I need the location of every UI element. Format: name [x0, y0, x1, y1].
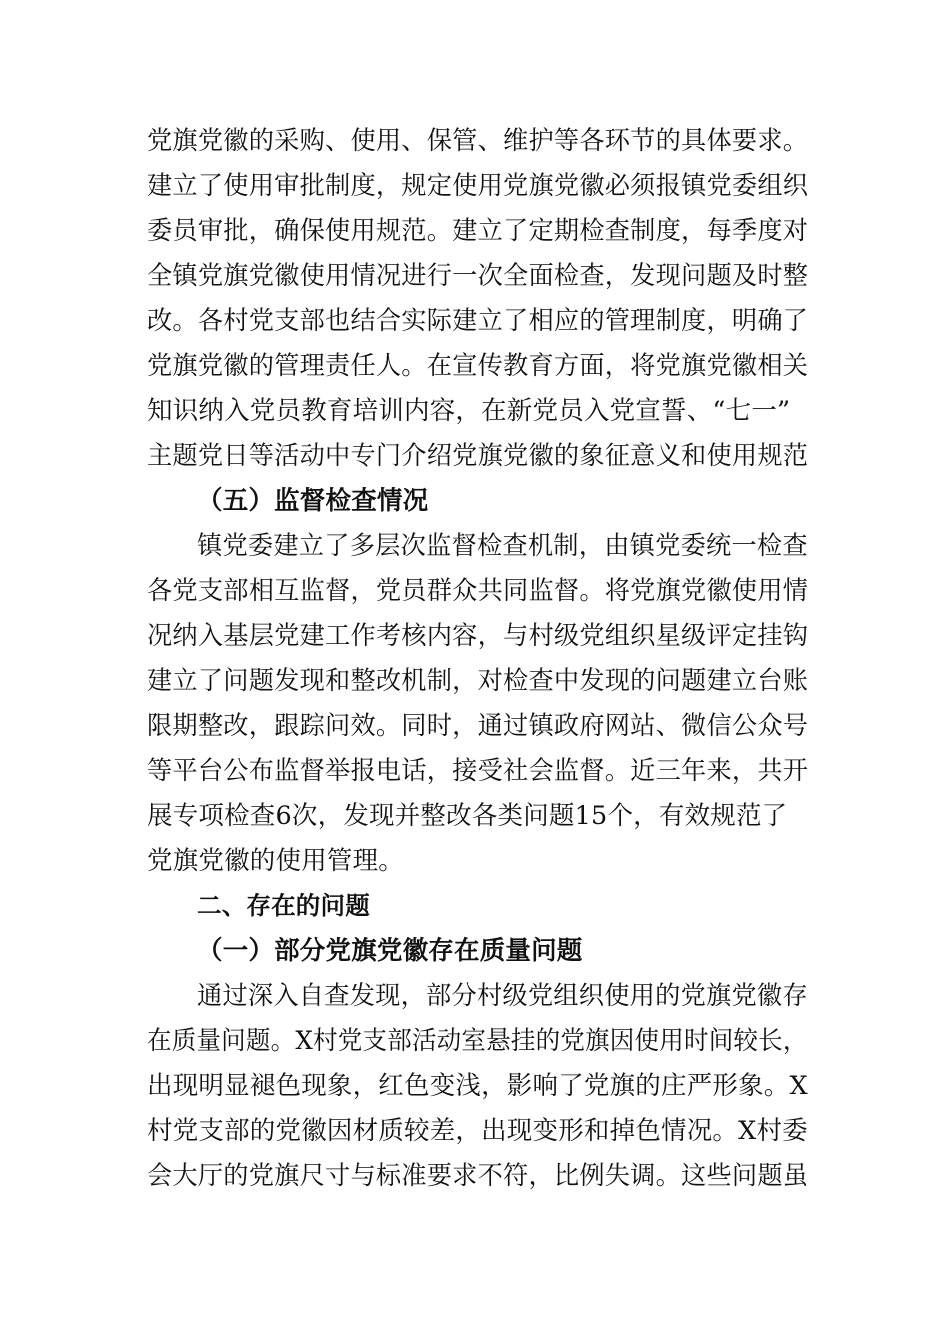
paragraph-line: 建立了问题发现和整改机制，对检查中发现的问题建立台账	[147, 666, 809, 696]
section-subheading-supervision: （五）监督检查情况	[197, 486, 429, 516]
paragraph-line: 会大厅的党旗尺寸与标准要求不符，比例失调。这些问题虽	[147, 1161, 809, 1191]
paragraph-line: 况纳入基层党建工作考核内容，与村级党组织星级评定挂钩	[147, 621, 809, 651]
paragraph-line: 等平台公布监督举报电话，接受社会监督。近三年来，共开	[147, 756, 809, 786]
paragraph-line: 改。各村党支部也结合实际建立了相应的管理制度，明确了	[147, 306, 809, 336]
paragraph-line: 展专项检查6次，发现并整改各类问题15个，有效规范了	[147, 801, 788, 831]
paragraph-line: 出现明显褪色现象，红色变浅，影响了党旗的庄严形象。X	[147, 1071, 808, 1101]
paragraph-line: 知识纳入党员教育培训内容，在新党员入党宣誓、“七一”	[147, 396, 791, 426]
paragraph-line: 各党支部相互监督，党员群众共同监督。将党旗党徽使用情	[147, 576, 809, 606]
paragraph-line: 限期整改，跟踪问效。同时，通过镇政府网站、微信公众号	[147, 711, 809, 741]
paragraph-line: 镇党委建立了多层次监督检查机制，由镇党委统一检查	[197, 531, 808, 561]
section-subheading-quality: （一）部分党旗党徽存在质量问题	[197, 936, 583, 966]
paragraph-line: 党旗党徽的管理责任人。在宣传教育方面，将党旗党徽相关	[147, 351, 809, 381]
section-heading-problems: 二、存在的问题	[197, 891, 370, 920]
paragraph-line: 在质量问题。X村党支部活动室悬挂的党旗因使用时间较长，	[147, 1026, 808, 1056]
paragraph-line: 通过深入自查发现，部分村级党组织使用的党旗党徽存	[197, 981, 808, 1011]
paragraph-line: 主题党日等活动中专门介绍党旗党徽的象征意义和使用规范	[147, 441, 809, 471]
paragraph-line: 党旗党徽的采购、使用、保管、维护等各环节的具体要求。	[147, 126, 809, 156]
paragraph-line: 委员审批，确保使用规范。建立了定期检查制度，每季度对	[147, 216, 809, 246]
paragraph-line: 党旗党徽的使用管理。	[147, 846, 405, 876]
paragraph-line: 全镇党旗党徽使用情况进行一次全面检查，发现问题及时整	[147, 261, 809, 291]
paragraph-line: 村党支部的党徽因材质较差，出现变形和掉色情况。X村委	[147, 1116, 808, 1146]
paragraph-line: 建立了使用审批制度，规定使用党旗党徽必须报镇党委组织	[147, 171, 809, 201]
